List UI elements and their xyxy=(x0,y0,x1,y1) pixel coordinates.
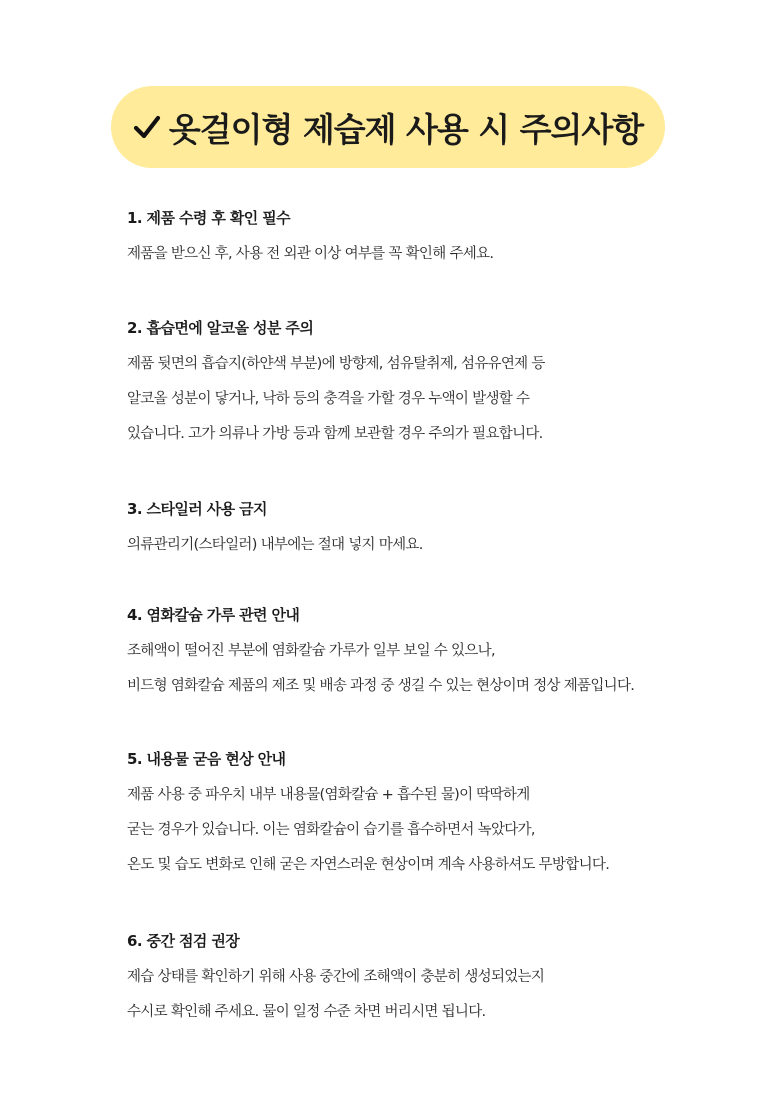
section-body xyxy=(127,960,747,1030)
body-line: 제품을 받으신 후, 사용 전 외관 이상 여부를 꼭 확인해 주세요. xyxy=(127,246,494,262)
section-heading: 3. 스타일러 사용 금지 xyxy=(127,498,277,520)
section-body xyxy=(127,347,747,452)
notice-section-3 xyxy=(127,498,747,563)
check-icon xyxy=(133,113,161,141)
body-line: 제품 사용 중 파우치 내부 내용물(염화칼슘 + 흡수된 물)이 딱딱하게 xyxy=(127,787,530,803)
section-heading: 5. 내용물 굳음 현상 안내 xyxy=(127,748,295,770)
body-line: 굳는 경우가 있습니다. 이는 염화칼슘이 습기를 흡수하면서 녹았다가, xyxy=(127,822,535,838)
title-banner xyxy=(111,86,665,168)
section-body xyxy=(127,528,747,563)
notice-section-5 xyxy=(127,748,747,883)
section-heading: 4. 염화칼슘 가루 관련 안내 xyxy=(127,604,309,626)
notice-section-2 xyxy=(127,317,747,452)
page-title: 옷걸이형 제습제 사용 시 주의사항 xyxy=(168,109,644,149)
body-line: 온도 및 습도 변화로 인해 굳은 자연스러운 현상이며 계속 사용하셔도 무방합니다. xyxy=(127,857,610,873)
section-heading: 1. 제품 수령 후 확인 필수 xyxy=(127,207,300,229)
body-line: 수시로 확인해 주세요. 물이 일정 수준 차면 버리시면 됩니다. xyxy=(127,1004,486,1020)
body-line: 제습 상태를 확인하기 위해 사용 중간에 조해액이 충분히 생성되었는지 xyxy=(127,969,545,985)
section-body xyxy=(127,237,747,272)
notice-section-4 xyxy=(127,604,747,704)
body-line: 있습니다. 고가 의류나 가방 등과 함께 보관할 경우 주의가 필요합니다. xyxy=(127,426,543,442)
section-body xyxy=(127,634,747,704)
body-line: 의류관리기(스타일러) 내부에는 절대 넣지 마세요. xyxy=(127,537,423,553)
body-line: 제품 뒷면의 흡습지(하얀색 부분)에 방향제, 섬유탈취제, 섬유유연제 등 xyxy=(127,356,545,372)
section-heading: 6. 중간 점검 권장 xyxy=(127,930,249,952)
body-line: 조해액이 떨어진 부분에 염화칼슘 가루가 일부 보일 수 있으나, xyxy=(127,643,495,659)
section-heading: 2. 흡습면에 알코올 성분 주의 xyxy=(127,317,323,339)
section-body xyxy=(127,778,747,883)
body-line: 비드형 염화칼슘 제품의 제조 및 배송 과정 중 생길 수 있는 현상이며 정상 제품입니다. xyxy=(127,678,635,694)
notice-section-6 xyxy=(127,930,747,1030)
notice-section-1 xyxy=(127,207,747,272)
body-line: 알코올 성분이 닿거나, 낙하 등의 충격을 가할 경우 누액이 발생할 수 xyxy=(127,391,530,407)
